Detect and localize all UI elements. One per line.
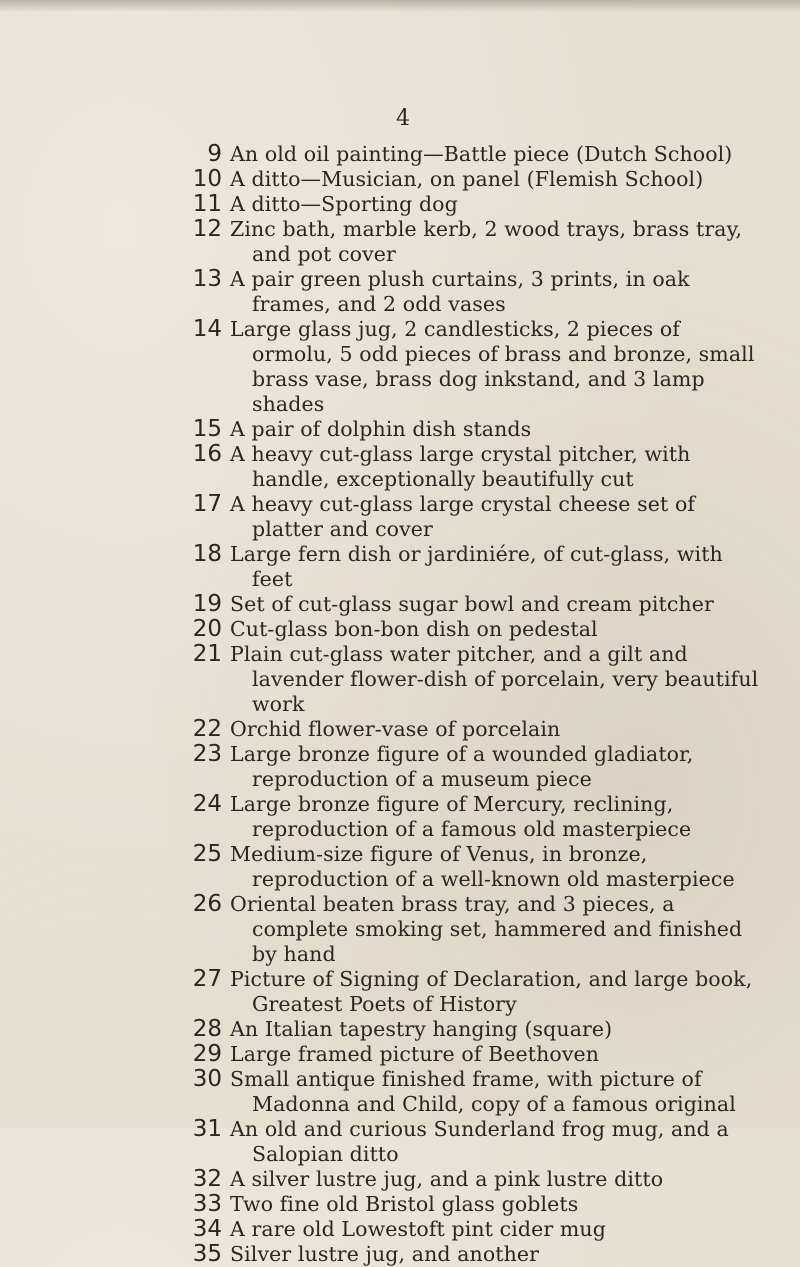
catalog-item bbox=[0, 792, 800, 842]
catalog-item bbox=[0, 217, 800, 267]
catalog-item bbox=[0, 1242, 800, 1267]
catalog-item bbox=[0, 1217, 800, 1242]
catalog-item bbox=[0, 717, 800, 742]
item-description: Two fine old Bristol glass goblets bbox=[230, 1192, 579, 1216]
item-number: 13 bbox=[192, 266, 222, 292]
item-number: 26 bbox=[192, 891, 222, 917]
item-number: 22 bbox=[192, 716, 222, 742]
catalog-item bbox=[0, 1017, 800, 1042]
catalog-item bbox=[0, 842, 800, 892]
item-number: 17 bbox=[192, 491, 222, 517]
catalog-item bbox=[0, 1192, 800, 1217]
item-number: 30 bbox=[192, 1066, 222, 1092]
item-description: Oriental beaten brass tray, and 3 pieces, a complete smoking set, hammered and finished by hand bbox=[230, 892, 743, 966]
item-description: Orchid flower-vase of porcelain bbox=[230, 717, 561, 741]
item-description: A heavy cut-glass large crystal pitcher, with handle, exceptionally beautifully cut bbox=[230, 442, 691, 491]
item-description: A heavy cut-glass large crystal cheese set of platter and cover bbox=[230, 492, 696, 541]
item-description: Small antique finished frame, with picture of Madonna and Child, copy of a famous original bbox=[230, 1067, 736, 1116]
catalog-item bbox=[0, 142, 800, 167]
catalog-item bbox=[0, 967, 800, 1017]
catalog-item bbox=[0, 742, 800, 792]
item-description: Cut-glass bon-bon dish on pedestal bbox=[230, 617, 598, 641]
item-description: An old and curious Sunderland frog mug, and a Salopian ditto bbox=[230, 1117, 729, 1166]
catalog-item bbox=[0, 167, 800, 192]
catalog-item bbox=[0, 642, 800, 717]
item-number: 31 bbox=[192, 1116, 222, 1142]
item-description: Large glass jug, 2 candlesticks, 2 pieces of ormolu, 5 odd pieces of brass and bronze, small brass vase, brass dog inkstand, and 3 lamp shades bbox=[230, 317, 755, 416]
item-description: Silver lustre jug, and another bbox=[230, 1242, 540, 1266]
page-number: 4 bbox=[396, 106, 410, 131]
item-description: Large bronze figure of Mercury, reclining, reproduction of a famous old masterpiece bbox=[230, 792, 692, 841]
item-number: 10 bbox=[192, 166, 222, 192]
catalog-item bbox=[0, 592, 800, 617]
item-description: A rare old Lowestoft pint cider mug bbox=[230, 1217, 606, 1241]
catalog-item bbox=[0, 1042, 800, 1067]
item-description: Large fern dish or jardiniére, of cut-glass, with feet bbox=[230, 542, 723, 591]
item-description: Large bronze figure of a wounded gladiator, reproduction of a museum piece bbox=[230, 742, 694, 791]
catalog-item bbox=[0, 492, 800, 542]
item-description: A ditto—Musician, on panel (Flemish School) bbox=[230, 167, 704, 191]
item-number: 27 bbox=[192, 966, 222, 992]
catalog-item bbox=[0, 192, 800, 217]
item-description: An Italian tapestry hanging (square) bbox=[230, 1017, 613, 1041]
item-number: 23 bbox=[192, 741, 222, 767]
item-number: 34 bbox=[192, 1216, 222, 1242]
catalog-item bbox=[0, 417, 800, 442]
catalog-item bbox=[0, 542, 800, 592]
catalog-item bbox=[0, 1067, 800, 1117]
page-top-edge bbox=[0, 0, 800, 12]
item-description: A pair of dolphin dish stands bbox=[230, 417, 532, 441]
item-number: 16 bbox=[192, 441, 222, 467]
catalog-item bbox=[0, 267, 800, 317]
item-number: 24 bbox=[192, 791, 222, 817]
item-number: 29 bbox=[192, 1041, 222, 1067]
item-number: 9 bbox=[207, 141, 222, 167]
item-description: An old oil painting—Battle piece (Dutch School) bbox=[230, 142, 733, 166]
catalog-item bbox=[0, 892, 800, 967]
item-number: 14 bbox=[192, 316, 222, 342]
item-description: Picture of Signing of Declaration, and large book, Greatest Poets of History bbox=[230, 967, 753, 1016]
item-number: 21 bbox=[192, 641, 222, 667]
catalog-item bbox=[0, 317, 800, 417]
item-number: 32 bbox=[192, 1166, 222, 1192]
item-description: Plain cut-glass water pitcher, and a gilt and lavender flower-dish of porcelain, very beautiful work bbox=[230, 642, 759, 716]
item-number: 28 bbox=[192, 1016, 222, 1042]
catalog-item bbox=[0, 1167, 800, 1192]
catalog-item bbox=[0, 1117, 800, 1167]
item-description: A pair green plush curtains, 3 prints, in oak frames, and 2 odd vases bbox=[230, 267, 690, 316]
item-number: 20 bbox=[192, 616, 222, 642]
item-description: A ditto—Sporting dog bbox=[230, 192, 458, 216]
item-description: Zinc bath, marble kerb, 2 wood trays, brass tray, and pot cover bbox=[230, 217, 743, 266]
item-number: 12 bbox=[192, 216, 222, 242]
catalog-list bbox=[0, 142, 800, 1267]
catalog-item bbox=[0, 442, 800, 492]
item-number: 15 bbox=[192, 416, 222, 442]
catalog-item bbox=[0, 617, 800, 642]
item-number: 35 bbox=[192, 1241, 222, 1267]
item-number: 18 bbox=[192, 541, 222, 567]
item-description: Medium-size figure of Venus, in bronze, reproduction of a well-known old masterpiece bbox=[230, 842, 735, 891]
item-number: 19 bbox=[192, 591, 222, 617]
item-number: 11 bbox=[192, 191, 222, 217]
item-description: A silver lustre jug, and a pink lustre ditto bbox=[230, 1167, 664, 1191]
item-number: 33 bbox=[192, 1191, 222, 1217]
item-description: Set of cut-glass sugar bowl and cream pitcher bbox=[230, 592, 714, 616]
item-description: Large framed picture of Beethoven bbox=[230, 1042, 600, 1066]
item-number: 25 bbox=[192, 841, 222, 867]
